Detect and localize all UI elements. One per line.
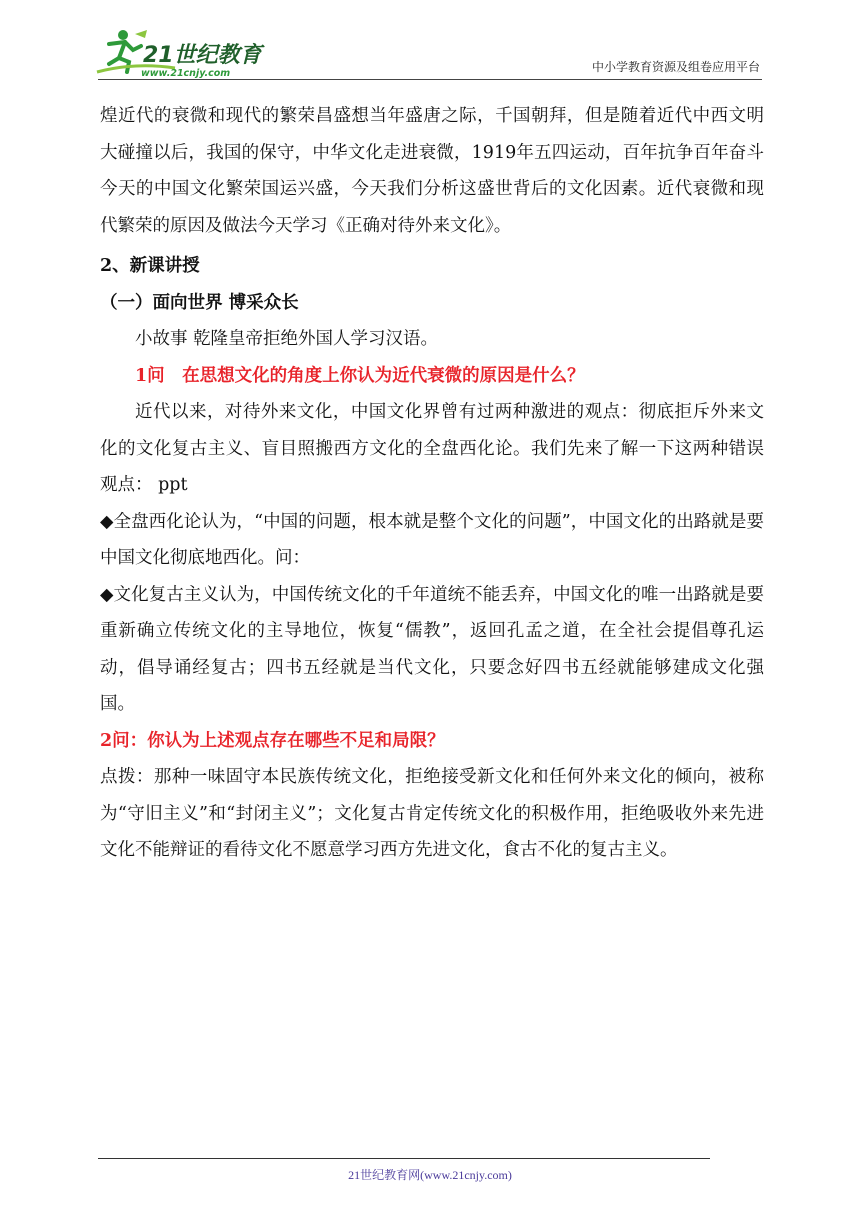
bullet-westernization: ◆全盘西化论认为，“中国的问题，根本就是整个文化的问题”，中国文化的出路就是要中国文化彻底地西化。问： [100,511,764,568]
question-2: 2问：你认为上述观点存在哪些不足和局限？ [100,730,445,751]
footer-link[interactable]: 21世纪教育网(www.21cnjy.com) [348,1168,512,1182]
bullet-restoration: ◆文化复古主义认为，中国传统文化的千年道统不能丢弃，中国文化的唯一出路就是要重新确立传统文化的主导地位，恢复“儒教”，返回孔孟之道，在全社会提倡尊孔运动，倡导诵经复古；四书五经就是当代文化，只要念好四书五经就能够建成文化强国。 [100,584,764,714]
document-body [100,98,764,869]
hint-paragraph: 点拨：那种一味固守本民族传统文化，拒绝接受新文化和任何外来文化的倾向，被称为“守旧主义”和“封闭主义”；文化复古肯定传统文化的积极作用，拒绝吸收外来先进文化不能辩证的看待文化不愿意学习西方先进文化，食古不化的复古主义。 [100,767,764,860]
question-1: 1问 在思想文化的角度上你认为近代衰微的原因是什么？ [135,365,585,386]
site-logo[interactable] [95,28,265,80]
intro-paragraph: 煌近代的衰微和现代的繁荣昌盛想当年盛唐之际，千国朝拜，但是随着近代中西文明大碰撞以后，我国的保守，中华文化走进衰微，1919年五四运动，百年抗争百年奋斗今天的中国文化繁荣国运兴盛，今天我们分析这盛世背后的文化因素。近代衰微和现代繁荣的原因及做法今天学习《正确对待外来文化》。 [100,106,764,236]
subsection-heading: （一）面向世界 博采众长 [100,292,299,313]
runner-logo-icon [95,28,265,80]
views-paragraph: 近代以来，对待外来文化，中国文化界曾有过两种激进的观点：彻底拒斥外来文化的文化复古主义、盲目照搬西方文化的全盘西化论。我们先来了解一下这两种错误观点： ppt [100,402,764,495]
section-heading: 2、新课讲授 [100,256,200,276]
story-line: 小故事 乾隆皇帝拒绝外国人学习汉语。 [135,329,439,349]
page-header [0,0,860,90]
header-divider [98,79,762,80]
platform-name: 中小学教育资源及组卷应用平台 [591,60,760,74]
footer-divider [98,1158,710,1159]
logo-url: www.21cnjy.com [141,68,231,79]
logo-text: 21世纪教育 [143,43,262,68]
